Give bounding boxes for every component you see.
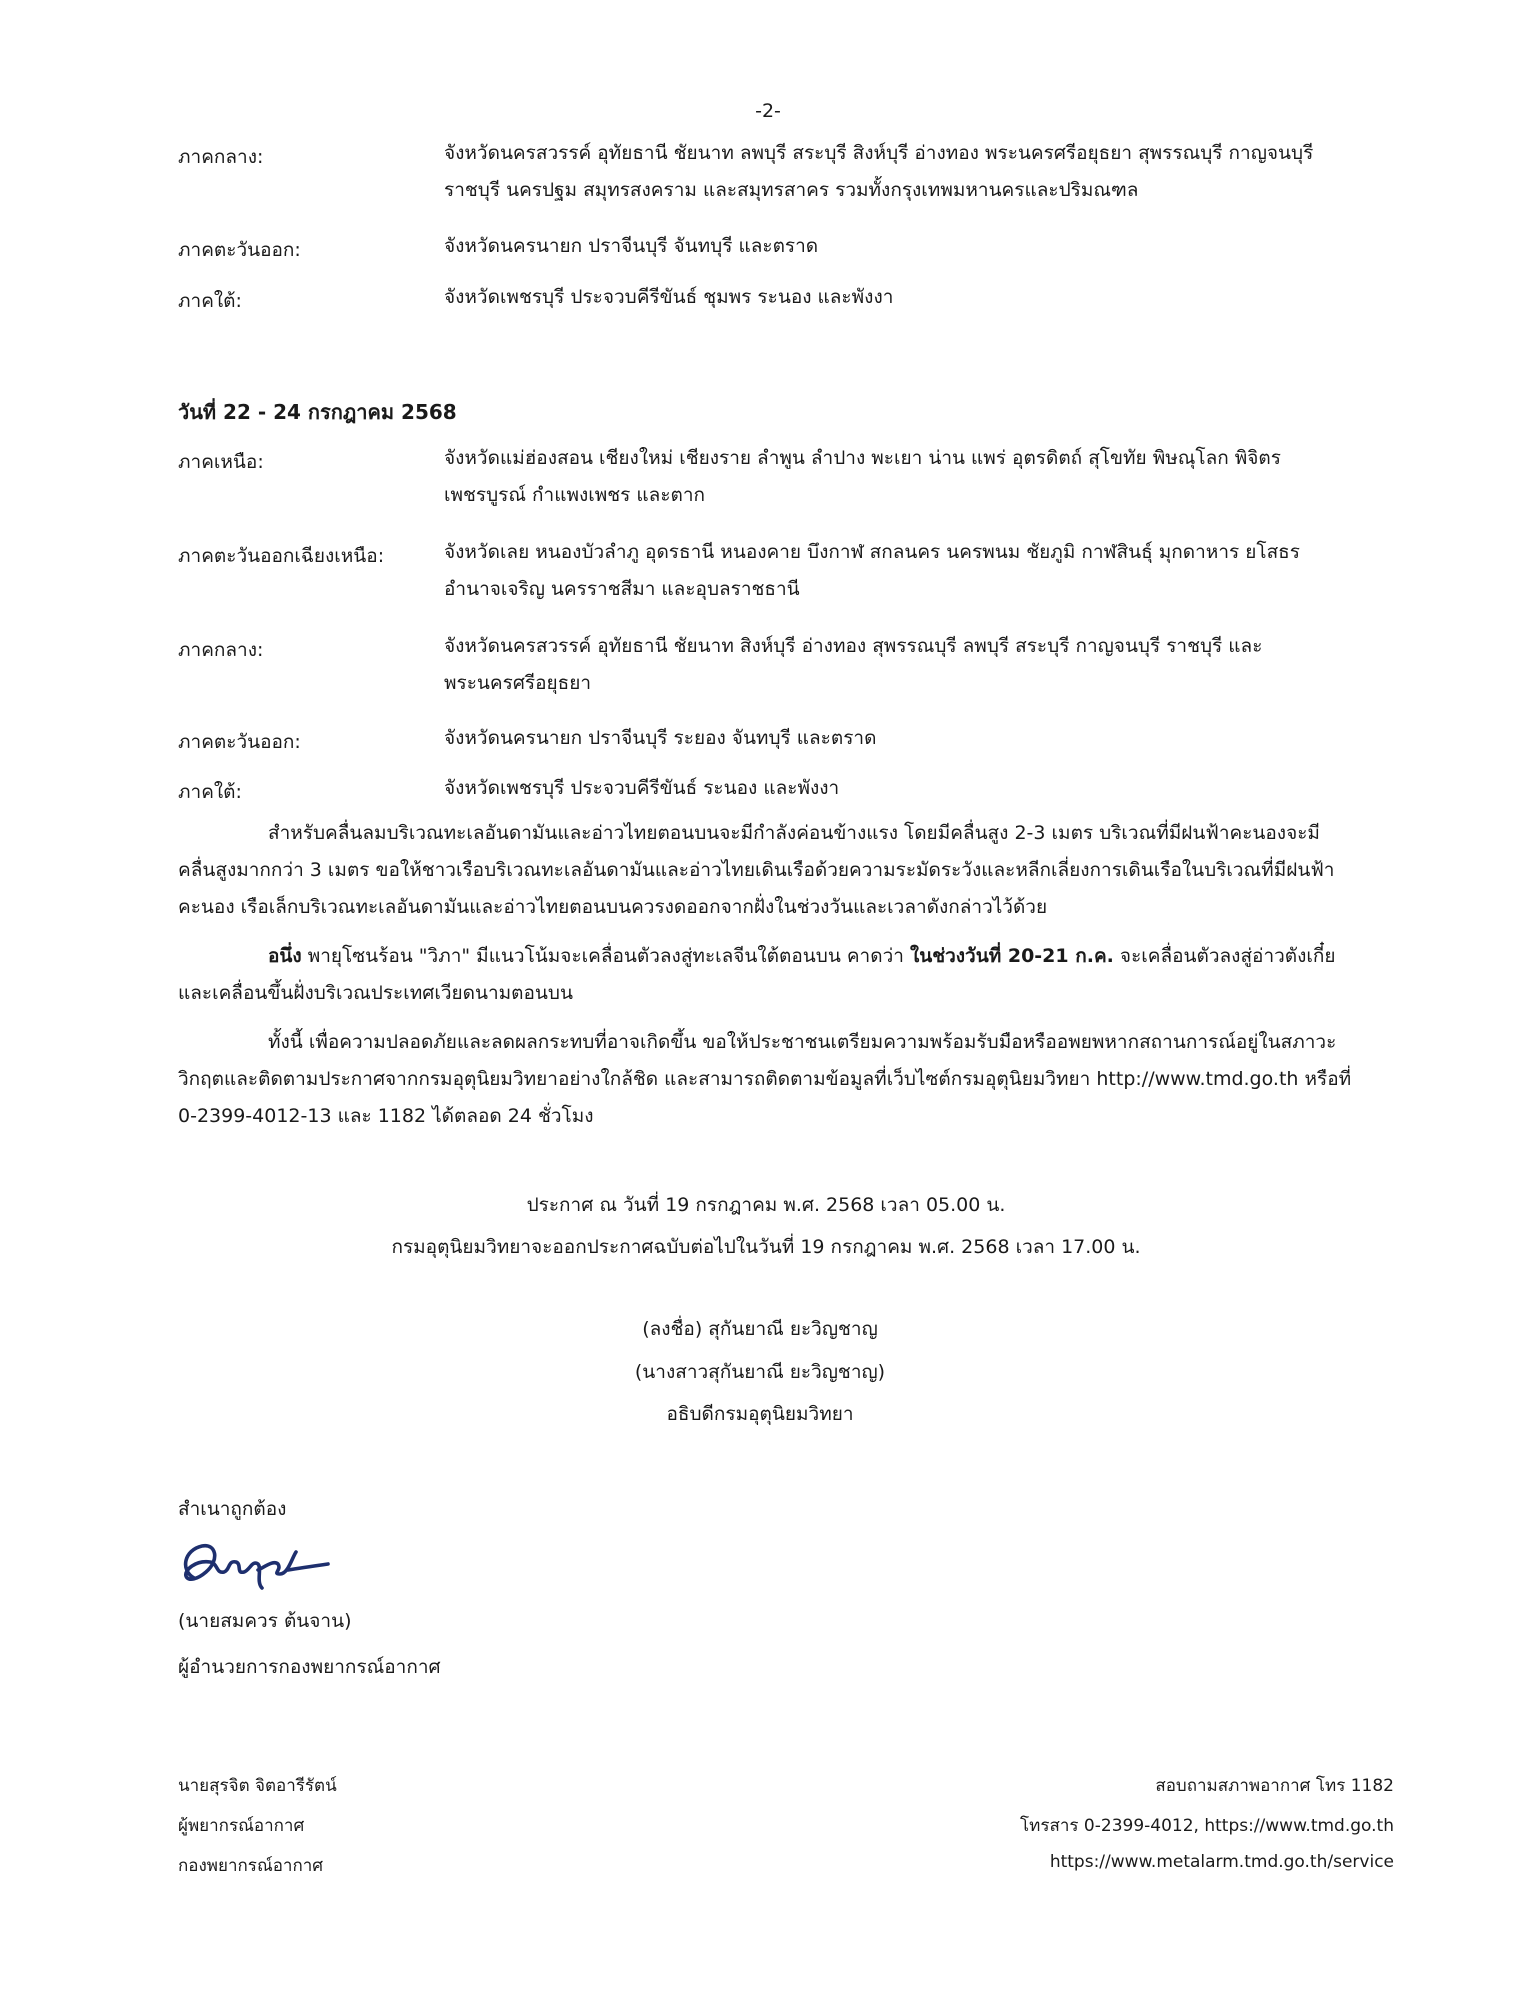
provinces-east-2: จังหวัดนครนายก ปราจีนบุรี ระยอง จันทบุรี และตราด [444,727,877,749]
storm-lead: อนึ่ง [268,945,302,967]
footer-fax-website: โทรสาร 0-2399-4012, https://www.tmd.go.th [1020,1816,1394,1836]
footer-forecaster-name: นายสุรจิต จิตอารีรัตน์ [178,1776,337,1796]
director-signed: (ลงชื่อ) สุกันยาณี ยะวิญชาญ [642,1318,878,1340]
announcement-next: กรมอุตุนิยมวิทยาจะออกประกาศฉบับต่อไปในวันที่ 19 กรกฎาคม พ.ศ. 2568 เวลา 17.00 น. [391,1236,1141,1258]
certified-title: ผู้อำนวยการกองพยากรณ์อากาศ [178,1656,441,1678]
paragraph-waves-text: สำหรับคลื่นลมบริเวณทะเลอันดามันและอ่าวไทยตอนบนจะมีกำลังค่อนข้างแรง โดยมีคลื่นสูง 2-3 เมตร บริเวณที่มีฝนฟ้าคะนองจะมีคลื่นสูงมากกว่า 3 เมตร ขอให้ชาวเรือบริเวณทะเลอันดามันและอ่าวไทยเดินเรือด้วยความระมัดระวังและหลีกเลี่ยงการเดินเรือในบริเวณที่มีฝนฟ้าคะนอง เรือเล็กบริเวณทะเลอันดามันและอ่าวไทยตอนบนควรงดออกจากฝั่งในช่วงวันและเวลาดังกล่าวไว้ด้วย [178,822,1335,918]
paragraph-safety [178,1024,1354,1135]
certified-label: สำเนาถูกต้อง [178,1498,287,1520]
date-heading: วันที่ 22 - 24 กรกฎาคม 2568 [178,400,457,424]
paragraph-safety-text: ทั้งนี้ เพื่อความปลอดภัยและลดผลกระทบที่อาจเกิดขึ้น ขอให้ประชาชนเตรียมความพร้อมรับมือหรืออพยพหากสถานการณ์อยู่ในสภาวะวิกฤตและติดตามประกาศจากกรมอุตุนิยมวิทยาอย่างใกล้ชิด และสามารถติดตามข้อมูลที่เว็บไซต์กรมอุตุนิยมวิทยา http://www.tmd.go.th หรือที่ 0-2399-4012-13 และ 1182 ได้ตลอด 24 ชั่วโมง [178,1031,1352,1127]
director-title: อธิบดีกรมอุตุนิยมวิทยา [666,1403,854,1425]
storm-text-a: พายุโซนร้อน "วิภา" มีแนวโน้มจะเคลื่อนตัวลงสู่ทะเลจีนใต้ตอนบน คาดว่า [301,945,910,967]
footer-forecaster-title: ผู้พยากรณ์อากาศ [178,1816,305,1836]
region-label-northeast-2: ภาคตะวันออกเฉียงเหนือ: [178,545,385,567]
provinces-north-2: จังหวัดแม่ฮ่องสอน เชียงใหม่ เชียงราย ลำพูน ลำปาง พะเยา น่าน แพร่ อุตรดิตถ์ สุโขทัย พิษณุโลก พิจิตร เพชรบูรณ์ กำแพงเพชร และตาก [444,447,1281,506]
provinces-central-2: จังหวัดนครสวรรค์ อุทัยธานี ชัยนาท สิงห์บุรี อ่างทอง สุพรรณบุรี ลพบุรี สระบุรี กาญจนบุรี ราชบุรี และพระนครศรีอยุธยา [444,635,1263,694]
paragraph-storm [178,938,1354,1012]
announcement-date: ประกาศ ณ วันที่ 19 กรกฎาคม พ.ศ. 2568 เวลา 05.00 น. [526,1194,1006,1216]
region-label-south-1: ภาคใต้: [178,290,242,312]
region-label-east-1: ภาคตะวันออก: [178,239,301,261]
storm-date: ในช่วงวันที่ 20-21 ก.ค. [909,945,1114,967]
storm-text-b: จะเคลื่อนตัวลงสู่อ่าวตังเกี๋ย และเคลื่อนขึ้นฝั่งบริเวณประเทศเวียดนามตอนบน [178,945,1336,1004]
footer-service-url: https://www.metalarm.tmd.go.th/service [1049,1852,1394,1872]
provinces-south-2: จังหวัดเพชรบุรี ประจวบคีรีขันธ์ ระนอง และพังงา [444,777,840,799]
region-label-south-2: ภาคใต้: [178,781,242,803]
footer-division: กองพยากรณ์อากาศ [178,1856,324,1876]
region-label-central-1: ภาคกลาง: [178,146,264,168]
certified-name: (นายสมควร ต้นจาน) [178,1610,352,1632]
handwritten-signature [176,1530,336,1596]
director-name: (นางสาวสุกันยาณี ยะวิญชาญ) [634,1361,886,1383]
footer-hotline: สอบถามสภาพอากาศ โทร 1182 [1155,1776,1394,1796]
page-number: -2- [755,100,781,122]
provinces-east-1: จังหวัดนครนายก ปราจีนบุรี จันทบุรี และตราด [444,235,819,257]
provinces-south-1: จังหวัดเพชรบุรี ประจวบคีรีขันธ์ ชุมพร ระนอง และพังงา [444,286,894,308]
region-label-east-2: ภาคตะวันออก: [178,731,301,753]
region-label-central-2: ภาคกลาง: [178,639,264,661]
provinces-central-1: จังหวัดนครสวรรค์ อุทัยธานี ชัยนาท ลพบุรี สระบุรี สิงห์บุรี อ่างทอง พระนครศรีอยุธยา สุพรรณบุรี กาญจนบุรี ราชบุรี นครปฐม สมุทรสงคราม และสมุทรสาคร รวมทั้งกรุงเทพมหานครและปริมณฑล [444,142,1314,201]
region-label-north-2: ภาคเหนือ: [178,451,264,473]
paragraph-waves [178,815,1354,926]
provinces-northeast-2: จังหวัดเลย หนองบัวลำภู อุดรธานี หนองคาย บึงกาฬ สกลนคร นครพนม ชัยภูมิ กาฬสินธุ์ มุกดาหาร ยโสธร อำนาจเจริญ นครราชสีมา และอุบลราชธานี [444,541,1300,600]
